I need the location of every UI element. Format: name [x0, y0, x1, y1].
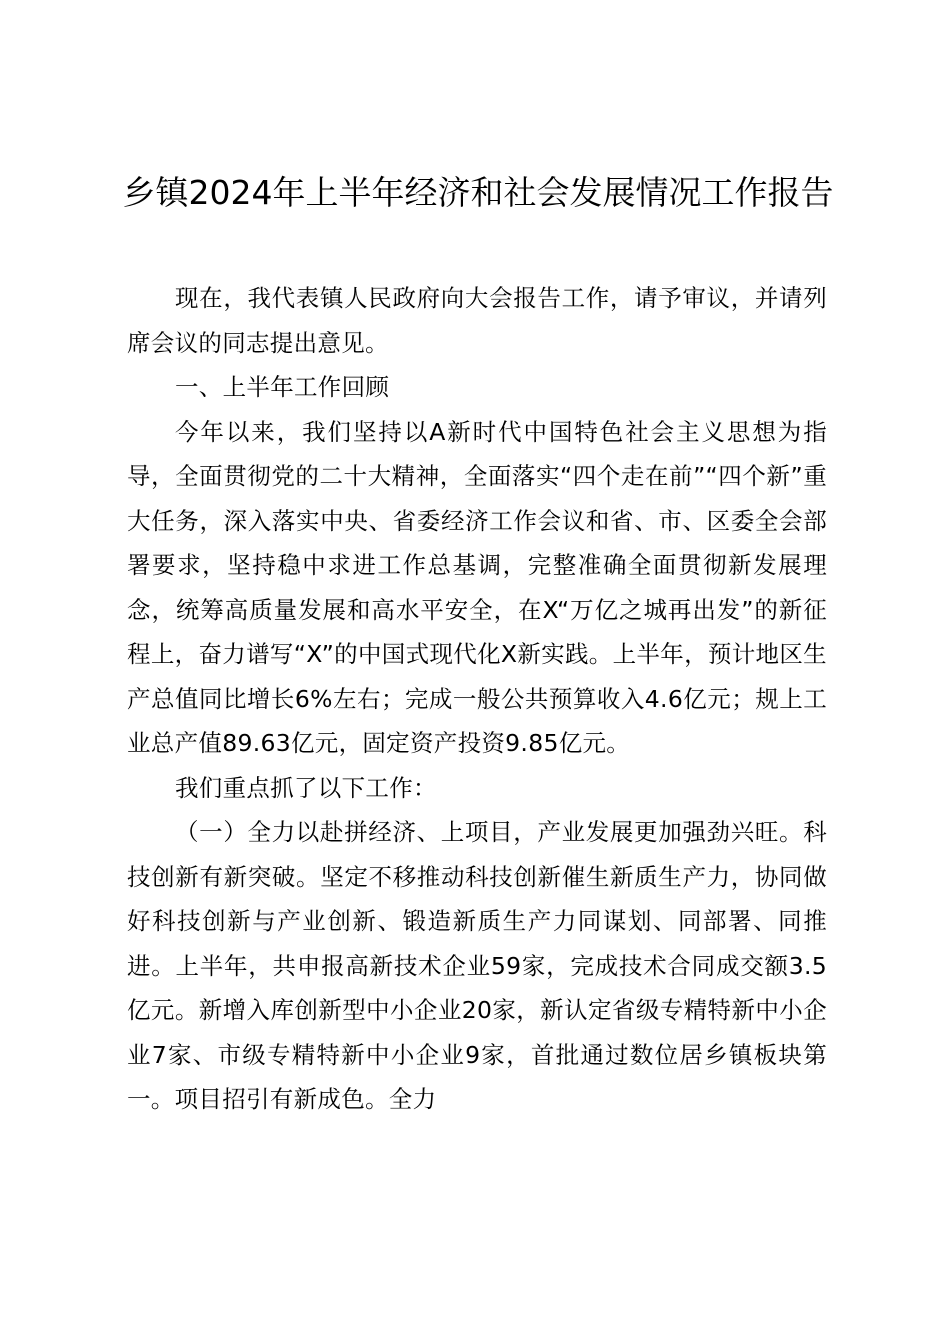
paragraph-overview: 今年以来，我们坚持以A新时代中国特色社会主义思想为指导，全面贯彻党的二十大精神，全面落实“四个走在前”“四个新”重大任务，深入落实中央、省委经济工作会议和省、市、区委全会部署要求，坚持稳中求进工作总基调，完整准确全面贯彻新发展理念，统筹高质量发展和高水平安全，在X“万亿之城再出发”的新征程上，奋力谱写“X”的中国式现代化X新实践。上半年，预计地区生产总值同比增长6%左右；完成一般公共预算收入4.6亿元；规上工业总产值89.63亿元，固定资产投资9.85亿元。	[127, 417, 827, 757]
paragraph-section-one: （一）全力以赴拼经济、上项目，产业发展更加强劲兴旺。科技创新有新突破。坚定不移推动科技创新催生新质生产力，协同做好科技创新与产业创新、锻造新质生产力同谋划、同部署、同推进。上半年，共申报高新技术企业59家，完成技术合同成交额3.5亿元。新增入库创新型中小企业20家，新认定省级专精特新中小企业7家、市级专精特新中小企业9家，首批通过数位居乡镇板块第一。项目招引有新成色。全力	[127, 818, 827, 1113]
document-body	[127, 276, 827, 1122]
document-title: 乡镇2024年上半年经济和社会发展情况工作报告	[122, 173, 834, 212]
paragraph-intro: 现在，我代表镇人民政府向大会报告工作，请予审议，并请列席会议的同志提出意见。	[127, 284, 827, 357]
paragraph-key-work: 我们重点抓了以下工作：	[175, 773, 437, 802]
section-heading: 一、上半年工作回顾	[175, 373, 390, 401]
